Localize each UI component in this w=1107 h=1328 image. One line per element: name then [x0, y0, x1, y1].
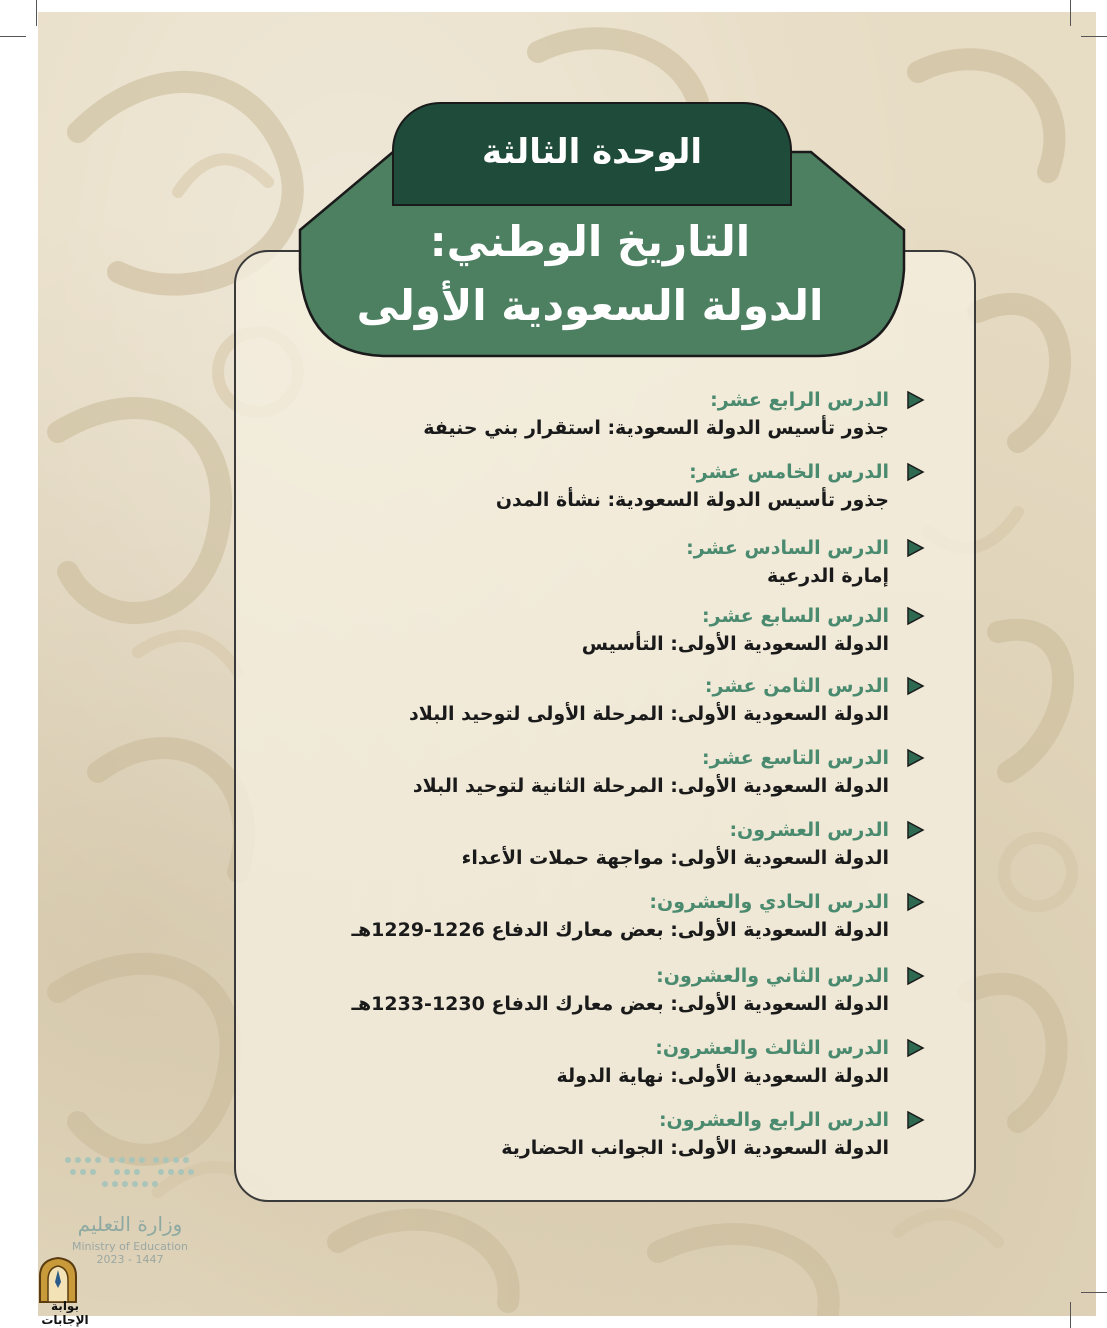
lesson-heading: الدرس الثاني والعشرون: — [656, 965, 889, 987]
unit-title-line1: التاريخ الوطني: — [429, 217, 751, 266]
lesson-title: إمارة الدرعية — [767, 565, 889, 587]
lesson-heading: الدرس الرابع والعشرون: — [658, 1109, 889, 1131]
lesson-title: الدولة السعودية الأولى: التأسيس — [581, 633, 889, 655]
unit-title-line2: الدولة السعودية الأولى — [356, 281, 824, 330]
list-item — [329, 962, 889, 1018]
list-item — [329, 1106, 889, 1162]
ministry-year: 2023 - 1447 — [96, 1253, 164, 1266]
unit-tab — [392, 102, 792, 206]
lesson-title: الدولة السعودية الأولى: المرحلة الأولى لتوحيد البلاد — [408, 703, 889, 725]
lesson-title: الدولة السعودية الأولى: الجوانب الحضارية — [501, 1137, 889, 1159]
lesson-heading: الدرس الرابع عشر: — [710, 389, 889, 411]
lesson-title: جذور تأسيس الدولة السعودية: نشأة المدن — [495, 489, 889, 511]
lesson-title: جذور تأسيس الدولة السعودية: استقرار بني حنيفة — [423, 417, 889, 439]
list-item — [329, 744, 889, 800]
lesson-title: الدولة السعودية الأولى: نهاية الدولة — [556, 1065, 889, 1087]
lesson-title: الدولة السعودية الأولى: بعض معارك الدفاع 1230-1233هـ — [351, 993, 889, 1015]
lesson-heading: الدرس الخامس عشر: — [689, 461, 889, 483]
ministry-name-arabic: وزارة التعليم — [77, 1212, 183, 1236]
crop-mark — [36, 0, 37, 26]
crop-mark — [1070, 1302, 1071, 1328]
list-item — [329, 602, 889, 658]
triangle-bullet-icon — [905, 606, 925, 626]
lesson-heading: الدرس السابع عشر: — [702, 605, 889, 627]
triangle-bullet-icon — [905, 462, 925, 482]
lesson-title: الدولة السعودية الأولى: المرحلة الثانية لتوحيد البلاد — [412, 775, 889, 797]
triangle-bullet-icon — [905, 1110, 925, 1130]
lesson-heading: الدرس السادس عشر: — [686, 537, 889, 559]
triangle-bullet-icon — [905, 676, 925, 696]
list-item — [329, 1034, 889, 1090]
lesson-title: الدولة السعودية الأولى: بعض معارك الدفاع 1226-1229هـ — [351, 919, 889, 941]
triangle-bullet-icon — [905, 390, 925, 410]
list-item — [329, 534, 889, 590]
crop-mark — [1070, 0, 1071, 26]
list-item — [329, 888, 889, 944]
triangle-bullet-icon — [905, 966, 925, 986]
triangle-bullet-icon — [905, 820, 925, 840]
list-item — [329, 386, 889, 442]
list-item — [329, 458, 889, 514]
list-item — [329, 816, 889, 872]
lesson-title: الدولة السعودية الأولى: مواجهة حملات الأعداء — [461, 847, 889, 869]
lesson-heading: الدرس التاسع عشر: — [702, 747, 889, 769]
triangle-bullet-icon — [905, 892, 925, 912]
crop-mark — [1081, 1292, 1107, 1293]
ministry-name-english-text: Ministry of Education — [71, 1240, 188, 1253]
ministry-logo — [60, 1150, 205, 1265]
lesson-heading: الدرس الحادي والعشرون: — [649, 891, 889, 913]
triangle-bullet-icon — [905, 748, 925, 768]
triangle-bullet-icon — [905, 538, 925, 558]
triangle-bullet-icon — [905, 1038, 925, 1058]
unit-label: الوحدة الثالثة — [481, 132, 703, 172]
unit-title — [340, 210, 840, 338]
ministry-logo-icon — [60, 1150, 205, 1210]
gateway-logo-icon — [36, 1256, 80, 1304]
crop-mark — [1081, 36, 1107, 37]
ministry-name-english — [60, 1240, 200, 1266]
gateway-watermark: بوابة الإجابات — [41, 1299, 89, 1327]
crop-mark — [0, 36, 26, 37]
lesson-heading: الدرس الثامن عشر: — [704, 675, 889, 697]
list-item — [329, 672, 889, 728]
lesson-heading: الدرس العشرون: — [729, 819, 889, 841]
lesson-heading: الدرس الثالث والعشرون: — [655, 1037, 889, 1059]
